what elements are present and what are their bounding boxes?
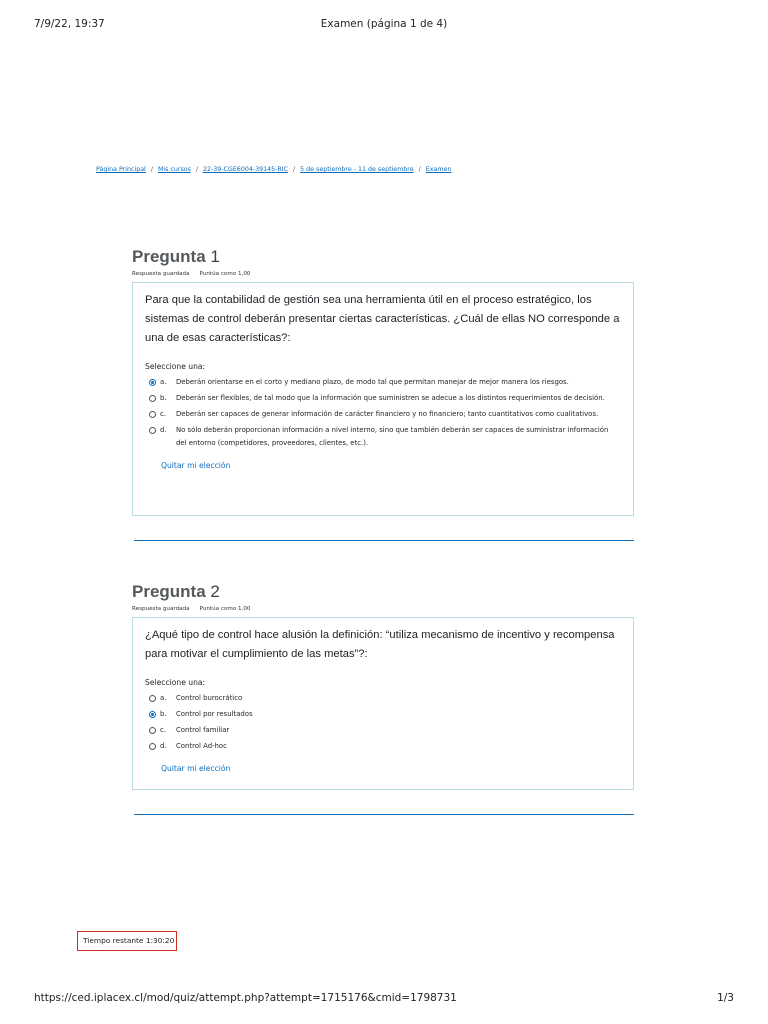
breadcrumb-separator: / [418, 166, 421, 173]
question-points: Puntúa como 1,00 [199, 271, 251, 277]
radio-button[interactable] [149, 727, 156, 734]
option-text: Deberán ser capaces de generar información de carácter financiero y no financiero; tanto cuantitativos como cualitativos. [176, 410, 599, 418]
question-1 [132, 246, 634, 516]
answer-option-c[interactable] [145, 408, 621, 421]
option-text: Control por resultados [176, 710, 253, 718]
option-text: Control familiar [176, 726, 230, 734]
question-points: Puntúa como 1,00 [199, 606, 251, 612]
option-letter: a. [160, 378, 167, 386]
print-date: 7/9/22, 19:37 [34, 18, 105, 30]
choose-one-label: Seleccione una: [145, 362, 206, 371]
breadcrumb-week-link[interactable]: 5 de septiembre - 11 de septiembre [300, 166, 414, 173]
question-status: Respuesta guardada [132, 271, 190, 277]
breadcrumb-exam-link[interactable]: Examen [425, 166, 452, 173]
radio-button[interactable] [149, 711, 156, 718]
question-divider [134, 814, 634, 815]
radio-button[interactable] [149, 411, 156, 418]
question-content-box [132, 617, 634, 790]
option-letter: c. [160, 726, 166, 734]
question-divider [134, 540, 634, 541]
breadcrumb-separator: / [195, 166, 198, 173]
time-remaining-box: Tiempo restante 1:30:20 [77, 931, 177, 951]
question-heading [132, 246, 634, 268]
answer-option-b[interactable] [145, 392, 621, 405]
question-number: 1 [210, 247, 220, 266]
option-letter: b. [160, 710, 167, 718]
question-info [132, 271, 634, 279]
question-heading [132, 581, 634, 603]
answer-option-a[interactable] [145, 692, 621, 705]
answer-option-b[interactable] [145, 708, 621, 721]
radio-button[interactable] [149, 695, 156, 702]
question-prefix: Pregunta [132, 582, 206, 601]
radio-button[interactable] [149, 743, 156, 750]
breadcrumb-my-courses-link[interactable]: Mis cursos [157, 166, 191, 173]
radio-button[interactable] [149, 395, 156, 402]
answer-option-c[interactable] [145, 724, 621, 737]
radio-button[interactable] [149, 427, 156, 434]
option-text: No sólo deberán proporcionan información a nivel interno, sino que también deberán ser capaces de suministrar información del entorno (competidores, proveedores, clientes, etc.). [176, 426, 609, 447]
option-letter: b. [160, 394, 167, 402]
answer-option-d[interactable] [145, 424, 621, 450]
option-letter: c. [160, 410, 166, 418]
print-page-number: 1/3 [717, 992, 734, 1004]
question-info [132, 606, 634, 614]
print-url: https://ced.iplacex.cl/mod/quiz/attempt.php?attempt=1715176&cmid=1798731 [34, 992, 457, 1004]
answer-option-d[interactable] [145, 740, 621, 753]
question-text: ¿Aqué tipo de control hace alusión la definición: “utiliza mecanismo de incentivo y recompensa para motivar el cumplimiento de las metas”?: [145, 629, 615, 660]
clear-choice-link[interactable]: Quitar mi elección [161, 461, 231, 470]
question-number: 2 [210, 582, 220, 601]
question-2 [132, 581, 634, 790]
answer-option-a[interactable] [145, 376, 621, 389]
option-letter: d. [160, 426, 167, 434]
option-text: Deberán orientarse en el corto y mediano plazo, de modo tal que permitan manejar de mejor manera los riesgos. [176, 378, 569, 386]
breadcrumb [96, 166, 451, 173]
choose-one-label: Seleccione una: [145, 678, 206, 687]
option-letter: a. [160, 694, 167, 702]
option-text: Control burocrático [176, 694, 243, 702]
question-prefix: Pregunta [132, 247, 206, 266]
question-text: Para que la contabilidad de gestión sea una herramienta útil en el proceso estratégico, los sistemas de control deberán presentar ciertas características. ¿Cuál de ellas NO corresponde a una de esas características?: [145, 294, 620, 344]
clear-choice-link[interactable]: Quitar mi elección [161, 764, 231, 773]
print-title: Examen (página 1 de 4) [320, 18, 448, 30]
option-letter: d. [160, 742, 167, 750]
breadcrumb-course-link[interactable]: 22-39-CGE6004-39145-RIC [202, 166, 289, 173]
radio-button[interactable] [149, 379, 156, 386]
breadcrumb-separator: / [293, 166, 296, 173]
breadcrumb-separator: / [150, 166, 153, 173]
question-content-box [132, 282, 634, 516]
option-text: Control Ad-hoc [176, 742, 227, 750]
option-text: Deberán ser flexibles, de tal modo que la información que suministren se adecue a los distintos requerimientos de decisión. [176, 394, 605, 402]
question-status: Respuesta guardada [132, 606, 190, 612]
breadcrumb-home-link[interactable]: Página Principal [96, 166, 146, 173]
